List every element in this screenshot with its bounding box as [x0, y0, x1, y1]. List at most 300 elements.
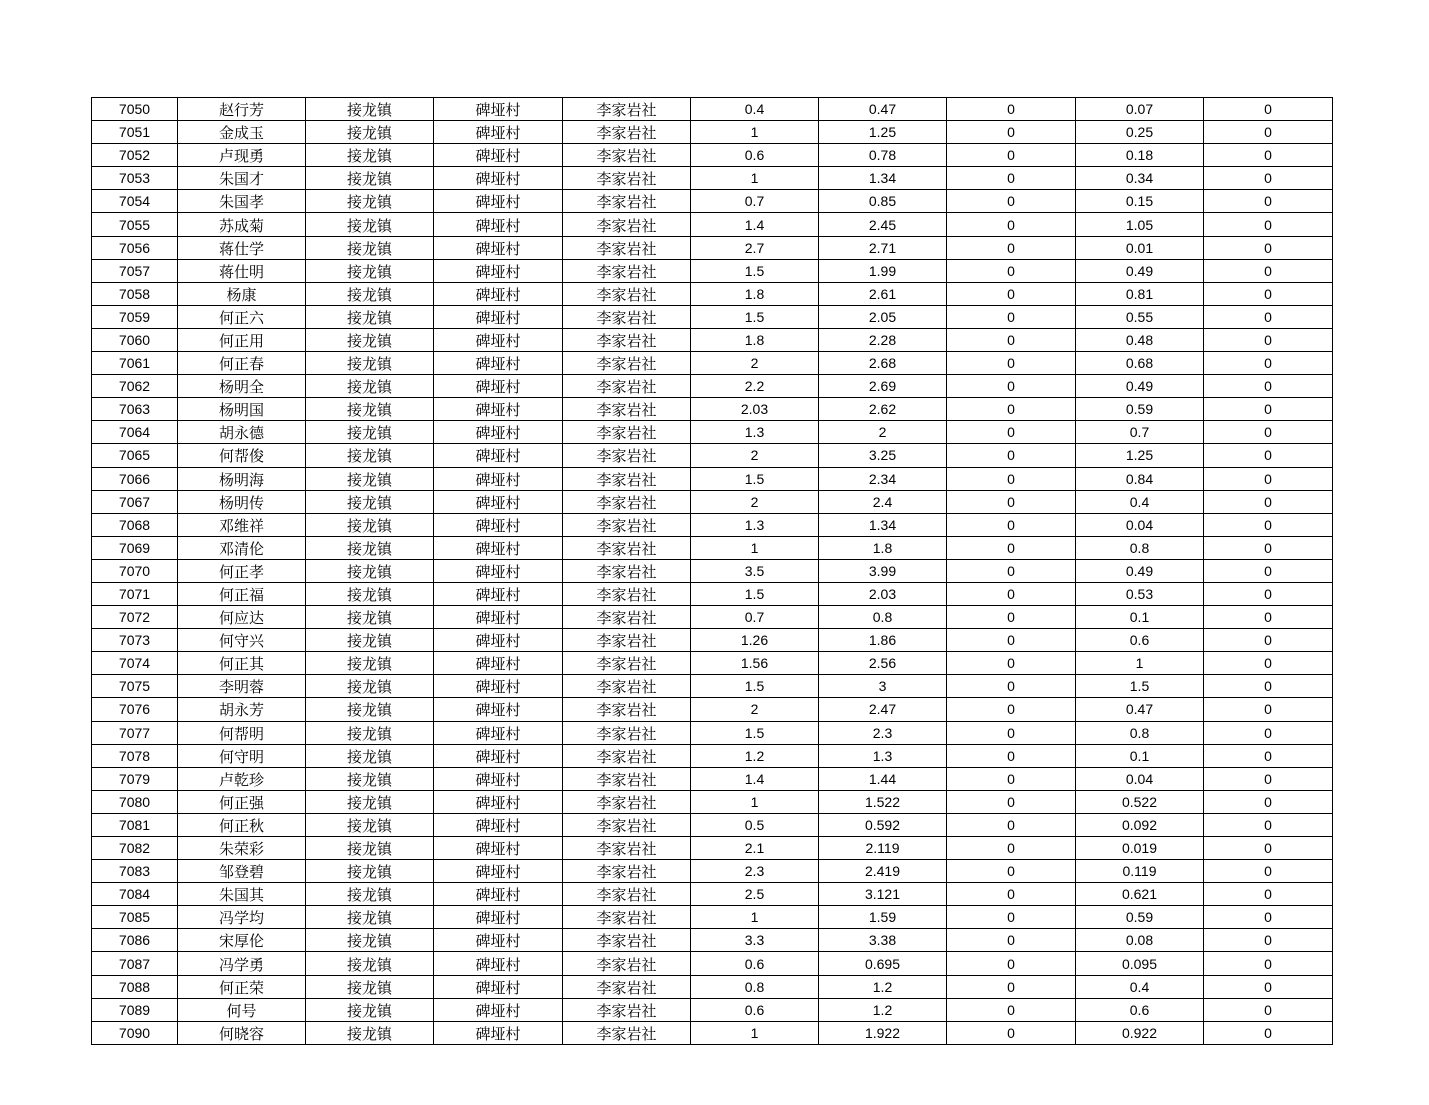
value-cell-3: 0	[947, 213, 1076, 236]
value-cell-5: 0	[1204, 929, 1333, 952]
id-cell: 7050	[92, 98, 178, 121]
value-cell-1: 3.5	[691, 559, 819, 582]
table-row	[92, 398, 1333, 421]
town-cell: 接龙镇	[306, 629, 434, 652]
value-cell-5: 0	[1204, 860, 1333, 883]
town-cell: 接龙镇	[306, 282, 434, 305]
village-cell: 碑垭村	[434, 998, 563, 1021]
id-cell: 7081	[92, 813, 178, 836]
town-cell: 接龙镇	[306, 998, 434, 1021]
value-cell-4: 0.522	[1076, 790, 1204, 813]
group-cell: 李家岩社	[563, 629, 691, 652]
id-cell: 7068	[92, 513, 178, 536]
table-row	[92, 236, 1333, 259]
name-cell: 胡永芳	[178, 698, 306, 721]
id-cell: 7076	[92, 698, 178, 721]
id-cell: 7064	[92, 421, 178, 444]
group-cell: 李家岩社	[563, 398, 691, 421]
village-cell: 碑垭村	[434, 721, 563, 744]
table-row	[92, 837, 1333, 860]
id-cell: 7055	[92, 213, 178, 236]
id-cell: 7090	[92, 1021, 178, 1044]
value-cell-1: 2	[691, 698, 819, 721]
name-cell: 何正秋	[178, 813, 306, 836]
value-cell-1: 1	[691, 167, 819, 190]
group-cell: 李家岩社	[563, 929, 691, 952]
name-cell: 宋厚伦	[178, 929, 306, 952]
value-cell-5: 0	[1204, 1021, 1333, 1044]
id-cell: 7065	[92, 444, 178, 467]
table-row	[92, 744, 1333, 767]
value-cell-3: 0	[947, 837, 1076, 860]
value-cell-5: 0	[1204, 998, 1333, 1021]
id-cell: 7053	[92, 167, 178, 190]
value-cell-2: 3.99	[819, 559, 947, 582]
group-cell: 李家岩社	[563, 259, 691, 282]
value-cell-2: 0.8	[819, 606, 947, 629]
group-cell: 李家岩社	[563, 328, 691, 351]
value-cell-1: 1.4	[691, 213, 819, 236]
value-cell-5: 0	[1204, 698, 1333, 721]
value-cell-5: 0	[1204, 952, 1333, 975]
value-cell-2: 3.25	[819, 444, 947, 467]
table-row	[92, 883, 1333, 906]
id-cell: 7080	[92, 790, 178, 813]
value-cell-4: 0.04	[1076, 767, 1204, 790]
village-cell: 碑垭村	[434, 190, 563, 213]
table-row	[92, 675, 1333, 698]
table-row	[92, 606, 1333, 629]
value-cell-2: 2.28	[819, 328, 947, 351]
value-cell-1: 1.2	[691, 744, 819, 767]
name-cell: 金成玉	[178, 121, 306, 144]
value-cell-1: 3.3	[691, 929, 819, 952]
town-cell: 接龙镇	[306, 305, 434, 328]
value-cell-4: 0.59	[1076, 398, 1204, 421]
group-cell: 李家岩社	[563, 767, 691, 790]
name-cell: 杨康	[178, 282, 306, 305]
value-cell-5: 0	[1204, 536, 1333, 559]
id-cell: 7078	[92, 744, 178, 767]
value-cell-4: 0.84	[1076, 467, 1204, 490]
value-cell-1: 1.5	[691, 259, 819, 282]
village-cell: 碑垭村	[434, 629, 563, 652]
town-cell: 接龙镇	[306, 167, 434, 190]
value-cell-3: 0	[947, 606, 1076, 629]
village-cell: 碑垭村	[434, 929, 563, 952]
value-cell-3: 0	[947, 398, 1076, 421]
value-cell-1: 2	[691, 352, 819, 375]
id-cell: 7083	[92, 860, 178, 883]
group-cell: 李家岩社	[563, 121, 691, 144]
value-cell-1: 1.3	[691, 513, 819, 536]
value-cell-4: 0.34	[1076, 167, 1204, 190]
table-row	[92, 282, 1333, 305]
town-cell: 接龙镇	[306, 721, 434, 744]
value-cell-4: 0.621	[1076, 883, 1204, 906]
value-cell-5: 0	[1204, 652, 1333, 675]
group-cell: 李家岩社	[563, 190, 691, 213]
value-cell-5: 0	[1204, 259, 1333, 282]
value-cell-2: 1.2	[819, 975, 947, 998]
name-cell: 朱国孝	[178, 190, 306, 213]
id-cell: 7052	[92, 144, 178, 167]
name-cell: 何守兴	[178, 629, 306, 652]
value-cell-3: 0	[947, 305, 1076, 328]
village-cell: 碑垭村	[434, 490, 563, 513]
value-cell-3: 0	[947, 883, 1076, 906]
value-cell-1: 1	[691, 790, 819, 813]
value-cell-4: 0.092	[1076, 813, 1204, 836]
value-cell-3: 0	[947, 860, 1076, 883]
name-cell: 何正强	[178, 790, 306, 813]
value-cell-3: 0	[947, 1021, 1076, 1044]
group-cell: 李家岩社	[563, 213, 691, 236]
town-cell: 接龙镇	[306, 98, 434, 121]
group-cell: 李家岩社	[563, 352, 691, 375]
group-cell: 李家岩社	[563, 790, 691, 813]
name-cell: 杨明海	[178, 467, 306, 490]
value-cell-4: 1	[1076, 652, 1204, 675]
name-cell: 何正荣	[178, 975, 306, 998]
village-cell: 碑垭村	[434, 305, 563, 328]
table-row	[92, 790, 1333, 813]
value-cell-3: 0	[947, 582, 1076, 605]
group-cell: 李家岩社	[563, 305, 691, 328]
name-cell: 卢乾珍	[178, 767, 306, 790]
group-cell: 李家岩社	[563, 860, 691, 883]
table-row	[92, 305, 1333, 328]
value-cell-5: 0	[1204, 582, 1333, 605]
town-cell: 接龙镇	[306, 652, 434, 675]
value-cell-3: 0	[947, 629, 1076, 652]
value-cell-1: 1.8	[691, 328, 819, 351]
town-cell: 接龙镇	[306, 675, 434, 698]
value-cell-5: 0	[1204, 767, 1333, 790]
group-cell: 李家岩社	[563, 813, 691, 836]
value-cell-1: 0.7	[691, 606, 819, 629]
value-cell-1: 1	[691, 906, 819, 929]
id-cell: 7087	[92, 952, 178, 975]
name-cell: 蒋仕学	[178, 236, 306, 259]
village-cell: 碑垭村	[434, 652, 563, 675]
value-cell-4: 0.49	[1076, 559, 1204, 582]
value-cell-2: 2	[819, 421, 947, 444]
value-cell-5: 0	[1204, 328, 1333, 351]
id-cell: 7069	[92, 536, 178, 559]
value-cell-3: 0	[947, 352, 1076, 375]
value-cell-4: 1.05	[1076, 213, 1204, 236]
group-cell: 李家岩社	[563, 952, 691, 975]
name-cell: 邓清伦	[178, 536, 306, 559]
value-cell-2: 2.61	[819, 282, 947, 305]
value-cell-4: 0.119	[1076, 860, 1204, 883]
id-cell: 7073	[92, 629, 178, 652]
value-cell-1: 2.3	[691, 860, 819, 883]
village-cell: 碑垭村	[434, 675, 563, 698]
village-cell: 碑垭村	[434, 1021, 563, 1044]
value-cell-1: 1.5	[691, 675, 819, 698]
value-cell-2: 1.522	[819, 790, 947, 813]
value-cell-3: 0	[947, 167, 1076, 190]
id-cell: 7071	[92, 582, 178, 605]
value-cell-1: 2	[691, 444, 819, 467]
group-cell: 李家岩社	[563, 906, 691, 929]
value-cell-2: 2.68	[819, 352, 947, 375]
name-cell: 邓维祥	[178, 513, 306, 536]
value-cell-3: 0	[947, 744, 1076, 767]
value-cell-1: 1.5	[691, 305, 819, 328]
value-cell-1: 1.8	[691, 282, 819, 305]
town-cell: 接龙镇	[306, 352, 434, 375]
value-cell-2: 2.47	[819, 698, 947, 721]
village-cell: 碑垭村	[434, 952, 563, 975]
value-cell-5: 0	[1204, 790, 1333, 813]
group-cell: 李家岩社	[563, 282, 691, 305]
value-cell-4: 0.8	[1076, 721, 1204, 744]
id-cell: 7085	[92, 906, 178, 929]
town-cell: 接龙镇	[306, 606, 434, 629]
value-cell-5: 0	[1204, 490, 1333, 513]
name-cell: 朱国才	[178, 167, 306, 190]
town-cell: 接龙镇	[306, 259, 434, 282]
town-cell: 接龙镇	[306, 929, 434, 952]
table-row	[92, 213, 1333, 236]
village-cell: 碑垭村	[434, 121, 563, 144]
group-cell: 李家岩社	[563, 513, 691, 536]
village-cell: 碑垭村	[434, 144, 563, 167]
group-cell: 李家岩社	[563, 744, 691, 767]
value-cell-1: 2.7	[691, 236, 819, 259]
value-cell-4: 0.49	[1076, 375, 1204, 398]
value-cell-5: 0	[1204, 513, 1333, 536]
value-cell-3: 0	[947, 282, 1076, 305]
value-cell-5: 0	[1204, 629, 1333, 652]
village-cell: 碑垭村	[434, 975, 563, 998]
value-cell-2: 1.8	[819, 536, 947, 559]
table-row	[92, 467, 1333, 490]
value-cell-3: 0	[947, 813, 1076, 836]
village-cell: 碑垭村	[434, 606, 563, 629]
value-cell-5: 0	[1204, 813, 1333, 836]
value-cell-5: 0	[1204, 398, 1333, 421]
group-cell: 李家岩社	[563, 582, 691, 605]
id-cell: 7062	[92, 375, 178, 398]
group-cell: 李家岩社	[563, 144, 691, 167]
table-row	[92, 721, 1333, 744]
name-cell: 何帮明	[178, 721, 306, 744]
village-cell: 碑垭村	[434, 213, 563, 236]
value-cell-2: 3.121	[819, 883, 947, 906]
id-cell: 7082	[92, 837, 178, 860]
value-cell-2: 1.2	[819, 998, 947, 1021]
table-row	[92, 582, 1333, 605]
town-cell: 接龙镇	[306, 975, 434, 998]
name-cell: 胡永德	[178, 421, 306, 444]
town-cell: 接龙镇	[306, 698, 434, 721]
town-cell: 接龙镇	[306, 790, 434, 813]
value-cell-2: 2.119	[819, 837, 947, 860]
value-cell-5: 0	[1204, 236, 1333, 259]
table-row	[92, 167, 1333, 190]
group-cell: 李家岩社	[563, 1021, 691, 1044]
town-cell: 接龙镇	[306, 1021, 434, 1044]
town-cell: 接龙镇	[306, 952, 434, 975]
town-cell: 接龙镇	[306, 213, 434, 236]
village-cell: 碑垭村	[434, 860, 563, 883]
id-cell: 7058	[92, 282, 178, 305]
village-cell: 碑垭村	[434, 883, 563, 906]
value-cell-3: 0	[947, 721, 1076, 744]
village-cell: 碑垭村	[434, 328, 563, 351]
value-cell-5: 0	[1204, 352, 1333, 375]
data-table	[91, 97, 1333, 1045]
village-cell: 碑垭村	[434, 906, 563, 929]
id-cell: 7054	[92, 190, 178, 213]
value-cell-4: 0.8	[1076, 536, 1204, 559]
value-cell-2: 0.47	[819, 98, 947, 121]
table-row	[92, 860, 1333, 883]
value-cell-4: 0.07	[1076, 98, 1204, 121]
table-row	[92, 513, 1333, 536]
id-cell: 7066	[92, 467, 178, 490]
name-cell: 何正用	[178, 328, 306, 351]
value-cell-4: 0.4	[1076, 975, 1204, 998]
value-cell-3: 0	[947, 513, 1076, 536]
value-cell-3: 0	[947, 929, 1076, 952]
value-cell-1: 2.1	[691, 837, 819, 860]
value-cell-5: 0	[1204, 375, 1333, 398]
value-cell-3: 0	[947, 536, 1076, 559]
town-cell: 接龙镇	[306, 421, 434, 444]
value-cell-5: 0	[1204, 721, 1333, 744]
id-cell: 7061	[92, 352, 178, 375]
name-cell: 朱荣彩	[178, 837, 306, 860]
value-cell-4: 0.6	[1076, 998, 1204, 1021]
value-cell-4: 0.15	[1076, 190, 1204, 213]
name-cell: 何正春	[178, 352, 306, 375]
id-cell: 7074	[92, 652, 178, 675]
value-cell-2: 1.3	[819, 744, 947, 767]
town-cell: 接龙镇	[306, 490, 434, 513]
value-cell-2: 1.99	[819, 259, 947, 282]
town-cell: 接龙镇	[306, 467, 434, 490]
id-cell: 7063	[92, 398, 178, 421]
value-cell-2: 2.71	[819, 236, 947, 259]
value-cell-4: 0.59	[1076, 906, 1204, 929]
table-row	[92, 328, 1333, 351]
value-cell-1: 1	[691, 536, 819, 559]
id-cell: 7075	[92, 675, 178, 698]
value-cell-5: 0	[1204, 883, 1333, 906]
village-cell: 碑垭村	[434, 698, 563, 721]
village-cell: 碑垭村	[434, 813, 563, 836]
value-cell-2: 3	[819, 675, 947, 698]
value-cell-1: 0.8	[691, 975, 819, 998]
value-cell-2: 2.4	[819, 490, 947, 513]
value-cell-4: 0.922	[1076, 1021, 1204, 1044]
group-cell: 李家岩社	[563, 559, 691, 582]
value-cell-4: 0.25	[1076, 121, 1204, 144]
value-cell-1: 2.2	[691, 375, 819, 398]
value-cell-1: 1.5	[691, 467, 819, 490]
value-cell-5: 0	[1204, 282, 1333, 305]
value-cell-5: 0	[1204, 675, 1333, 698]
value-cell-1: 1.3	[691, 421, 819, 444]
town-cell: 接龙镇	[306, 813, 434, 836]
town-cell: 接龙镇	[306, 883, 434, 906]
value-cell-4: 0.4	[1076, 490, 1204, 513]
value-cell-3: 0	[947, 444, 1076, 467]
value-cell-2: 2.56	[819, 652, 947, 675]
value-cell-5: 0	[1204, 213, 1333, 236]
town-cell: 接龙镇	[306, 398, 434, 421]
town-cell: 接龙镇	[306, 582, 434, 605]
value-cell-2: 1.44	[819, 767, 947, 790]
name-cell: 何守明	[178, 744, 306, 767]
village-cell: 碑垭村	[434, 259, 563, 282]
name-cell: 何正其	[178, 652, 306, 675]
table-row	[92, 490, 1333, 513]
value-cell-4: 0.68	[1076, 352, 1204, 375]
id-cell: 7067	[92, 490, 178, 513]
village-cell: 碑垭村	[434, 467, 563, 490]
value-cell-5: 0	[1204, 305, 1333, 328]
value-cell-2: 2.419	[819, 860, 947, 883]
value-cell-3: 0	[947, 675, 1076, 698]
value-cell-1: 1.56	[691, 652, 819, 675]
table-row	[92, 259, 1333, 282]
value-cell-2: 1.922	[819, 1021, 947, 1044]
table-row	[92, 906, 1333, 929]
table-row	[92, 767, 1333, 790]
value-cell-4: 0.095	[1076, 952, 1204, 975]
value-cell-3: 0	[947, 698, 1076, 721]
value-cell-3: 0	[947, 490, 1076, 513]
value-cell-1: 0.5	[691, 813, 819, 836]
value-cell-5: 0	[1204, 144, 1333, 167]
town-cell: 接龙镇	[306, 536, 434, 559]
name-cell: 冯学勇	[178, 952, 306, 975]
town-cell: 接龙镇	[306, 860, 434, 883]
village-cell: 碑垭村	[434, 559, 563, 582]
value-cell-2: 2.05	[819, 305, 947, 328]
value-cell-3: 0	[947, 952, 1076, 975]
value-cell-4: 0.55	[1076, 305, 1204, 328]
group-cell: 李家岩社	[563, 421, 691, 444]
village-cell: 碑垭村	[434, 582, 563, 605]
town-cell: 接龙镇	[306, 513, 434, 536]
name-cell: 何正孝	[178, 559, 306, 582]
value-cell-2: 2.69	[819, 375, 947, 398]
value-cell-4: 0.7	[1076, 421, 1204, 444]
table-row	[92, 1021, 1333, 1044]
value-cell-1: 1	[691, 1021, 819, 1044]
id-cell: 7089	[92, 998, 178, 1021]
value-cell-3: 0	[947, 467, 1076, 490]
value-cell-1: 1	[691, 121, 819, 144]
table-row	[92, 813, 1333, 836]
town-cell: 接龙镇	[306, 767, 434, 790]
value-cell-4: 1.25	[1076, 444, 1204, 467]
village-cell: 碑垭村	[434, 352, 563, 375]
value-cell-2: 0.695	[819, 952, 947, 975]
town-cell: 接龙镇	[306, 375, 434, 398]
table-row	[92, 559, 1333, 582]
town-cell: 接龙镇	[306, 236, 434, 259]
village-cell: 碑垭村	[434, 236, 563, 259]
value-cell-2: 3.38	[819, 929, 947, 952]
